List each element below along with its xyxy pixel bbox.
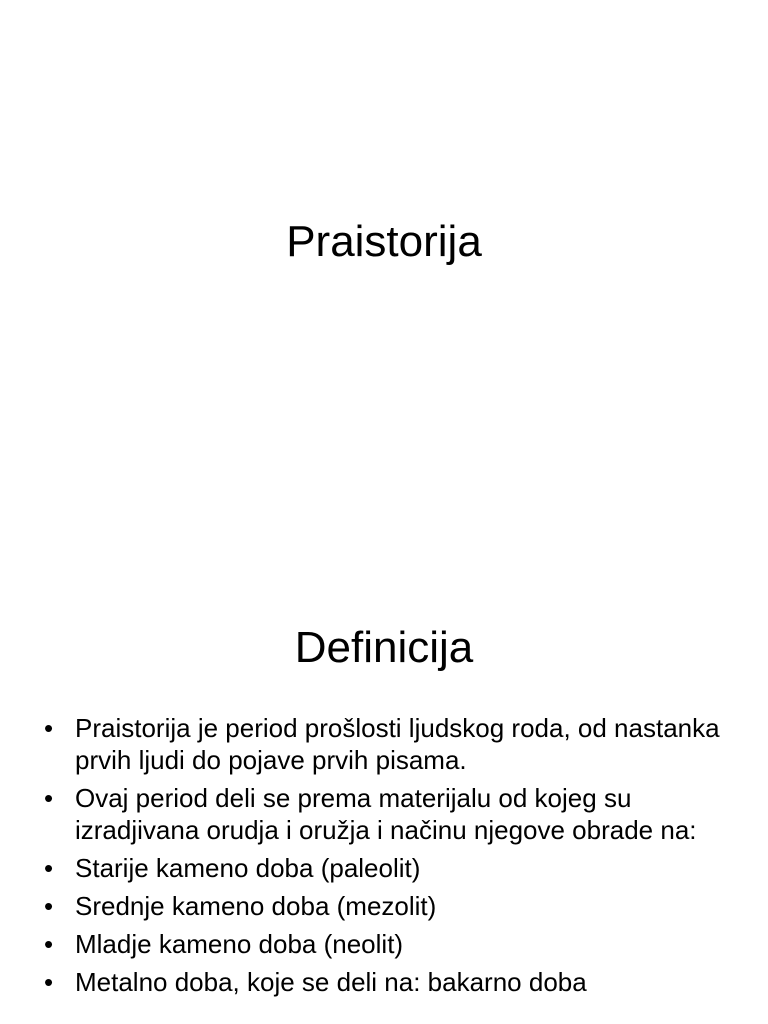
bullet-marker: • [44,853,54,883]
bullet-text: Mladje kameno doba (neolit) [75,929,404,959]
bullet-text: Metalno doba, koje se deli na: bakarno doba [75,967,587,997]
bullet-item [44,782,734,846]
definition-heading: Definicija [294,623,474,672]
bullet-item [44,712,734,776]
slide-title-heading: Praistorija [286,217,482,266]
bullet-text: Praistorija je period prošlosti ljudskog roda, od nastanka prvih ljudi do pojave prvih pisama. [75,713,720,775]
bullet-marker: • [44,929,54,959]
bullet-text: Starije kameno doba (paleolit) [75,853,421,883]
slide-definition [0,512,768,1024]
bullet-text: Srednje kameno doba (mezolit) [75,891,437,921]
definition-bullet-list [44,712,734,1004]
bullet-marker: • [44,783,54,813]
bullet-marker: • [44,891,54,921]
bullet-item [44,966,734,998]
bullet-marker: • [44,713,54,743]
bullet-item [44,852,734,884]
bullet-text: Ovaj period deli se prema materijalu od kojeg su izradjivana orudja i oružja i načinu njegove obrade na: [75,783,697,845]
bullet-marker: • [44,967,54,997]
bullet-item [44,928,734,960]
bullet-item [44,890,734,922]
